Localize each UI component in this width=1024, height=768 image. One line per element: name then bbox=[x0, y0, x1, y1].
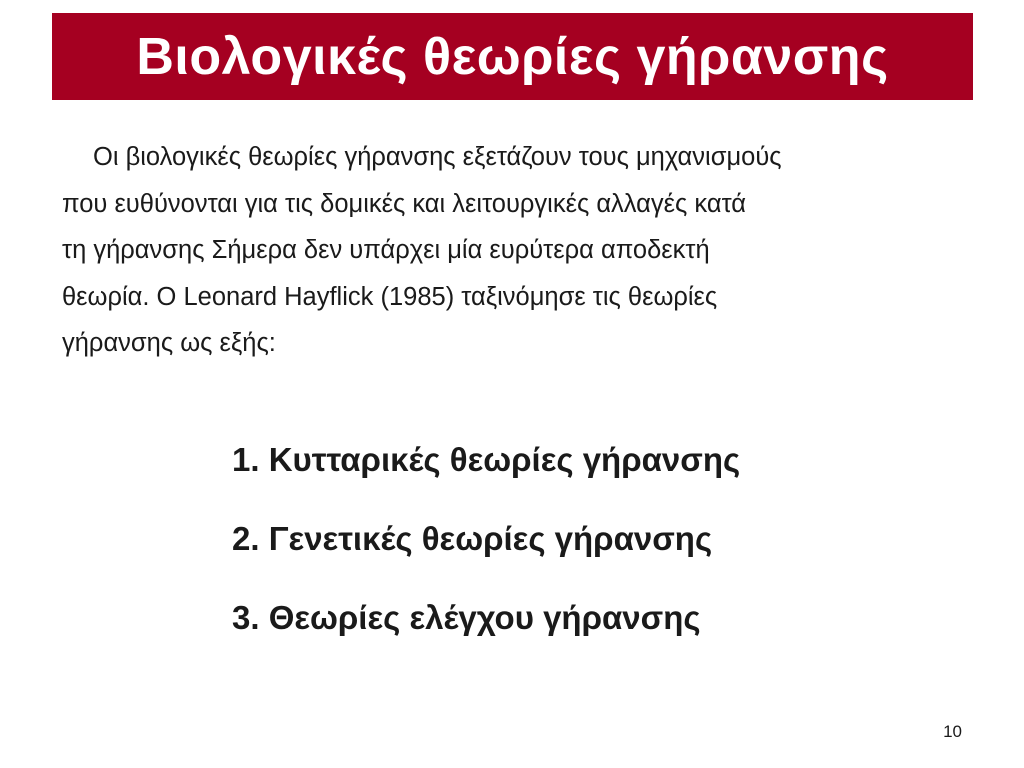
list-item: 2. Γενετικές θεωρίες γήρανσης bbox=[232, 520, 713, 557]
body-line: Οι βιολογικές θεωρίες γήρανσης εξετάζουν τους μηχανισμούς bbox=[93, 143, 782, 171]
page-number: 10 bbox=[943, 722, 962, 741]
body-line: θεωρία. Ο Leonard Hayflick (1985) ταξινόμησε τις θεωρίες bbox=[62, 282, 718, 311]
slide-title: Βιολογικές θεωρίες γήρανσης bbox=[136, 27, 889, 86]
theory-list bbox=[232, 440, 740, 677]
body-line: τη γήρανσης Σήμερα δεν υπάρχει μία ευρύτερα αποδεκτή bbox=[62, 236, 710, 264]
body-paragraph bbox=[62, 134, 962, 367]
list-item: 1. Κυτταρικές θεωρίες γήρανσης bbox=[232, 441, 741, 478]
title-bar bbox=[52, 13, 973, 100]
body-line: γήρανσης ως εξής: bbox=[62, 329, 276, 357]
list-item: 3. Θεωρίες ελέγχου γήρανσης bbox=[232, 599, 701, 636]
body-line: που ευθύνονται για τις δομικές και λειτουργικές αλλαγές κατά bbox=[62, 189, 747, 218]
